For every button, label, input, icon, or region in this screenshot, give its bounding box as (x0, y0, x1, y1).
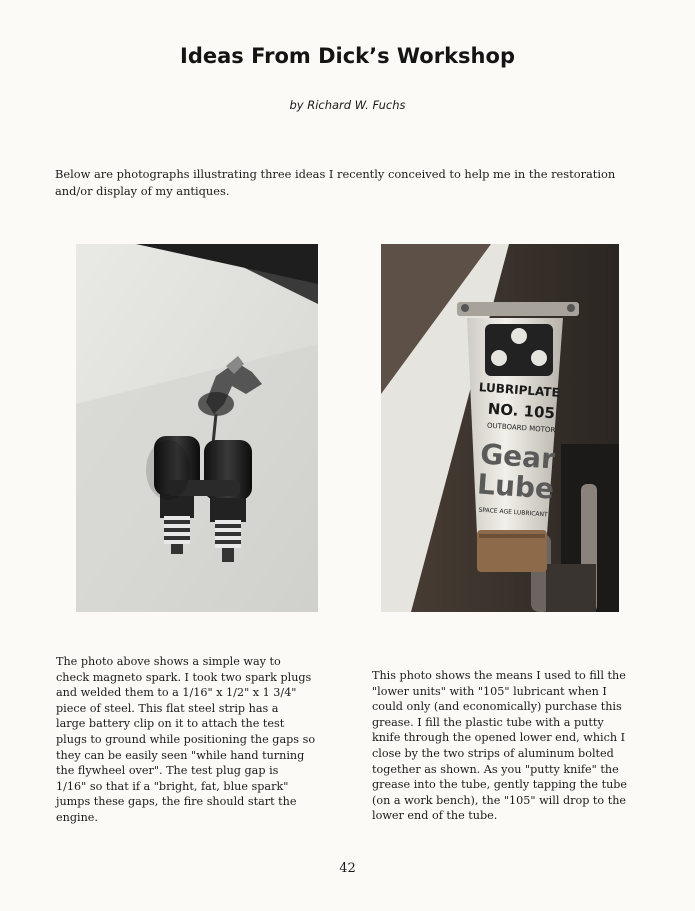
caption-line: together as shown. As you "putty knife" the (372, 762, 619, 776)
caption-line: and welded them to a 1/16" x 1/2" x 1 3/4" (56, 686, 297, 700)
intro-line: and/or display of my antiques. (55, 184, 230, 198)
gear-lube-image (381, 244, 619, 612)
tube-word-lube: Lube (476, 467, 556, 506)
caption-line: they can be easily seen "while hand turning (56, 748, 305, 762)
caption-spark-plugs (56, 654, 346, 826)
intro-paragraph (55, 166, 655, 200)
article-title: Ideas From Dick’s Workshop (180, 44, 515, 68)
caption-gear-lube (372, 668, 662, 824)
caption-line: check magneto spark. I took two spark plugs (56, 670, 312, 684)
tube-brand-text: LUBRIPLATE (478, 380, 561, 400)
tube-small-text: SPACE AGE LUBRICANT (478, 506, 548, 519)
caption-line: "lower units" with "105" lubricant when I (372, 684, 607, 698)
caption-line: This photo shows the means I used to fill the (372, 669, 626, 682)
caption-line: jumps these gaps, the fire should start the (56, 795, 297, 809)
spark-plug-image (76, 244, 318, 612)
author-byline: by Richard W. Fuchs (289, 98, 406, 112)
spark-plug-photo (76, 244, 318, 612)
caption-line: engine. (56, 810, 98, 824)
tube-word-gear: Gear (479, 437, 557, 476)
page-number: 42 (339, 861, 356, 876)
caption-line: large battery clip on it to attach the test (56, 717, 285, 731)
caption-line: plugs to ground while positioning the gaps so (56, 732, 316, 746)
caption-line: The photo above shows a simple way to (56, 655, 281, 668)
caption-line: close by the two strips of aluminum bolted (372, 746, 614, 760)
caption-line: (on a work bench), the "105" will drop to the (372, 793, 627, 807)
caption-line: the flywheel over". The test plug gap is (56, 764, 279, 778)
tube-sub-text: OUTBOARD MOTOR (486, 421, 556, 435)
caption-line: could only (and economically) purchase this (372, 700, 622, 714)
caption-line: piece of steel. This flat steel strip has a (56, 701, 279, 715)
caption-line: grease into the tube, gently tapping the tube (372, 778, 628, 792)
caption-line: lower end of the tube. (372, 809, 498, 823)
gear-lube-tube-photo (381, 244, 619, 612)
caption-line: grease. I fill the plastic tube with a putty (372, 715, 604, 729)
intro-line: Below are photographs illustrating three ideas I recently conceived to help me in the restoration (55, 167, 616, 181)
caption-line: 1/16" so that if a "bright, fat, blue spark" (56, 779, 289, 793)
caption-line: knife through the opened lower end, which I (372, 731, 626, 745)
tube-number-text: NO. 105 (487, 399, 556, 423)
